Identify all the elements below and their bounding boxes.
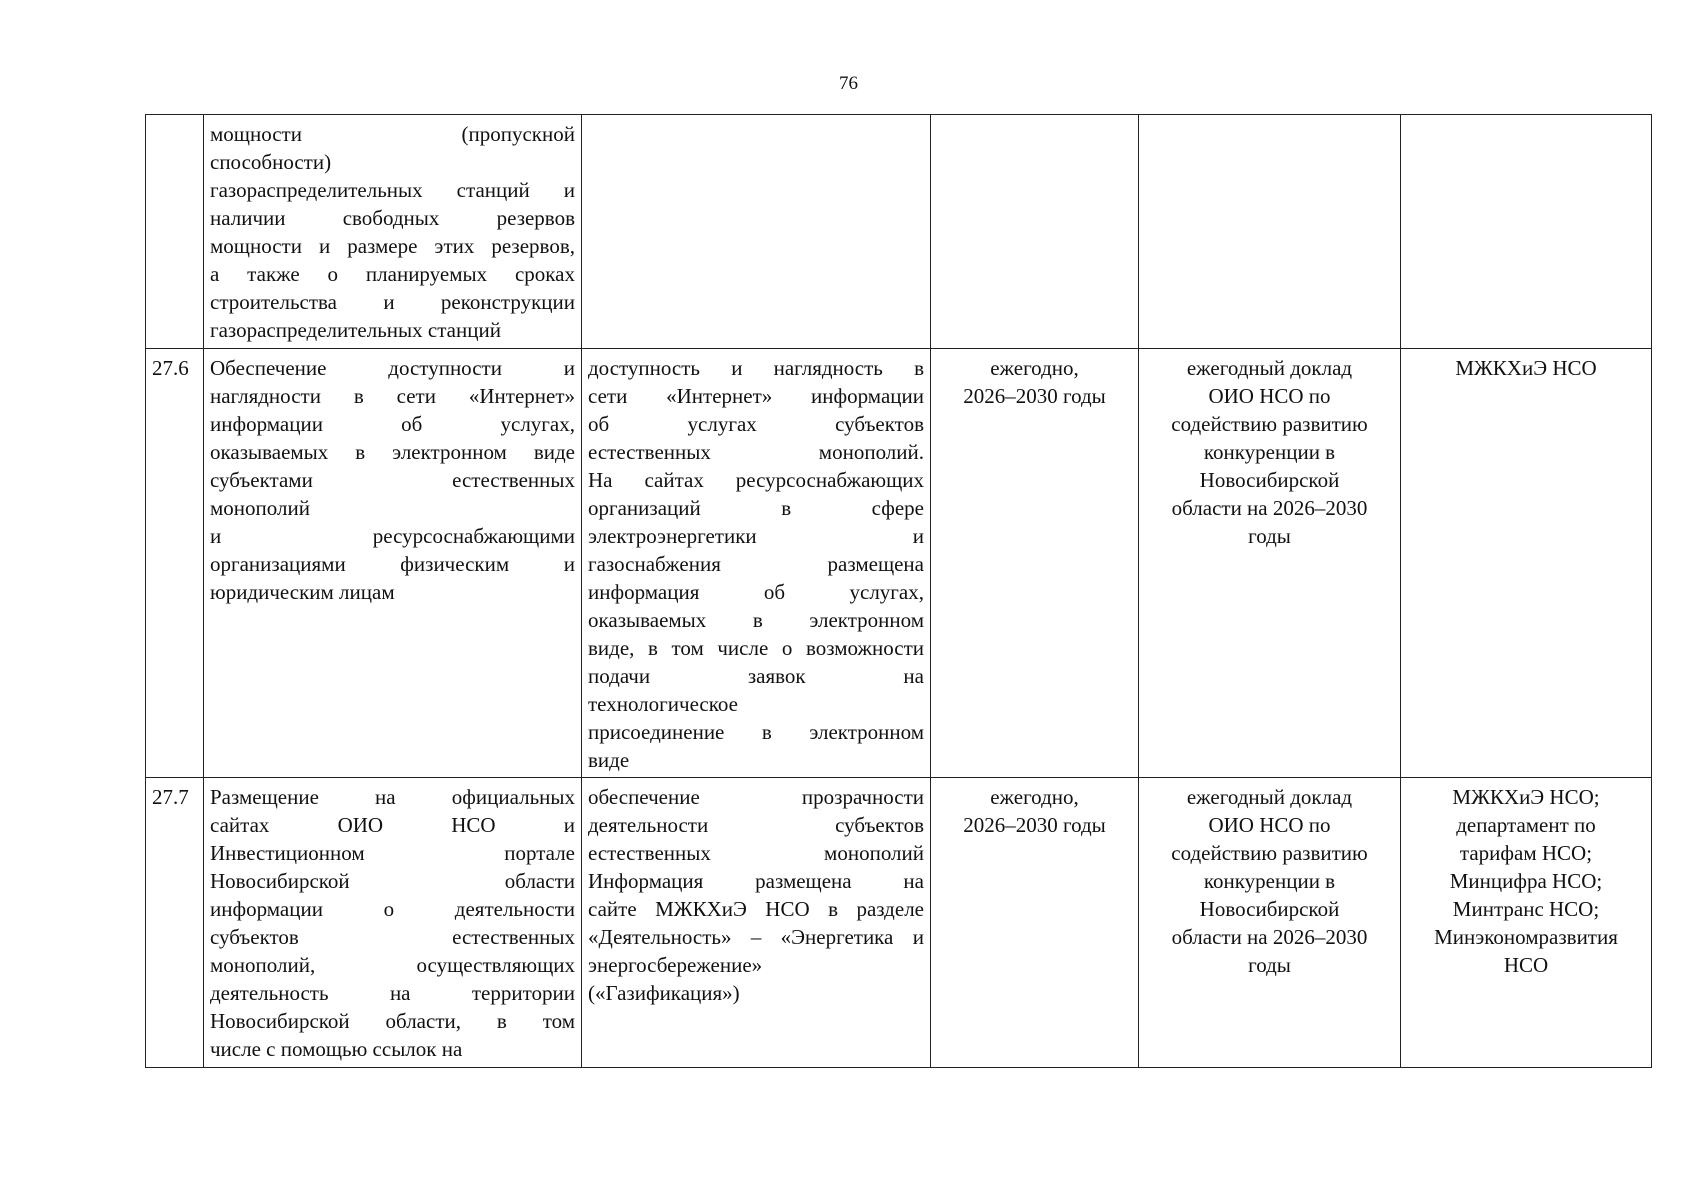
- row-number-cell: 27.6: [146, 349, 204, 778]
- document-cell: [1139, 115, 1401, 349]
- cell-text-line: сайтах ОИО НСО и: [210, 813, 575, 837]
- cell-text-line: МЖКХиЭ НСО: [1455, 356, 1597, 380]
- cell-text-line: мощности и размере этих резервов,: [210, 234, 575, 258]
- cell-text-line: Информация размещена на: [588, 869, 924, 893]
- page-number: 76: [839, 73, 858, 94]
- cell-text-line: сайте МЖКХиЭ НСО в разделе: [588, 897, 924, 921]
- cell-text-line: технологическое: [588, 692, 738, 716]
- cell-text-line: наглядности в сети «Интернет»: [210, 384, 575, 408]
- cell-text-line: информации о деятельности: [210, 897, 575, 921]
- measure-cell: [204, 115, 582, 349]
- cell-text-line: Обеспечение доступности и: [210, 356, 575, 380]
- cell-text-line: числе с помощью ссылок на: [210, 1037, 463, 1061]
- cell-text-line: субъектами естественных: [210, 468, 575, 492]
- cell-text-line: юридическим лицам: [210, 580, 395, 604]
- executor-cell: [1401, 349, 1652, 778]
- cell-text-line: а также о планируемых сроках: [210, 262, 575, 286]
- measure-cell: [204, 349, 582, 778]
- term-cell: [931, 778, 1139, 1068]
- cell-text-line: виде: [588, 748, 630, 772]
- cell-text-line: субъектов естественных: [210, 925, 575, 949]
- measures-table: [145, 114, 1652, 1068]
- cell-text-line: Размещение на официальных: [210, 785, 575, 809]
- term-cell: [931, 115, 1139, 349]
- cell-text-line: информации об услугах,: [210, 412, 575, 436]
- cell-text-line: ежегодно,: [990, 785, 1079, 809]
- cell-text-line: департамент по: [1456, 813, 1596, 837]
- cell-text-line: 2026–2030 годы: [963, 384, 1106, 408]
- cell-text-line: организациями физическим и: [210, 552, 575, 576]
- cell-text-line: подачи заявок на: [588, 664, 924, 688]
- executor-cell: [1401, 115, 1652, 349]
- table-body: [146, 115, 1652, 1068]
- cell-text-line: конкуренции в: [1203, 440, 1336, 464]
- cell-text-line: Инвестиционном портале: [210, 841, 575, 865]
- cell-text-line: содействию развитию: [1171, 412, 1368, 436]
- cell-text-line: энергосбережение»: [588, 953, 763, 977]
- cell-text-line: Минцифра НСО;: [1449, 869, 1603, 893]
- cell-text-line: На сайтах ресурсоснабжающих: [588, 468, 924, 492]
- cell-text-line: оказываемых в электронном виде: [210, 440, 575, 464]
- cell-text-line: ежегодно,: [990, 356, 1079, 380]
- cell-text-line: содействию развитию: [1171, 841, 1368, 865]
- measure-cell: [204, 778, 582, 1068]
- cell-text-line: естественных монополий.: [588, 440, 924, 464]
- table-row: [146, 349, 1652, 778]
- cell-text-line: МЖКХиЭ НСО;: [1452, 785, 1600, 809]
- cell-text-line: НСО: [1503, 953, 1549, 977]
- cell-text-line: об услугах субъектов: [588, 412, 924, 436]
- cell-text-line: присоединение в электронном: [588, 720, 924, 744]
- cell-text-line: электроэнергетики и: [588, 524, 924, 548]
- result-cell: [582, 778, 931, 1068]
- cell-text-line: «Деятельность» – «Энергетика и: [588, 925, 924, 949]
- cell-text-line: Новосибирской области, в том: [210, 1009, 575, 1033]
- cell-text-line: сети «Интернет» информации: [588, 384, 924, 408]
- cell-text-line: Минэкономразвития: [1434, 925, 1618, 949]
- cell-text-line: информация об услугах,: [588, 580, 924, 604]
- cell-text-line: ОИО НСО по: [1208, 813, 1331, 837]
- cell-text-line: наличии свободных резервов: [210, 206, 575, 230]
- table-row: [146, 778, 1652, 1068]
- cell-text-line: Новосибирской: [1199, 468, 1340, 492]
- result-cell: [582, 115, 931, 349]
- row-number-cell: [146, 115, 204, 349]
- cell-text-line: газоснабжения размещена: [588, 552, 924, 576]
- cell-text-line: деятельности субъектов: [588, 813, 924, 837]
- executor-cell: [1401, 778, 1652, 1068]
- cell-text-line: газораспределительных станций и: [210, 178, 575, 202]
- cell-text-line: Минтранс НСО;: [1452, 897, 1600, 921]
- document-cell: [1139, 778, 1401, 1068]
- cell-text-line: строительства и реконструкции: [210, 290, 575, 314]
- cell-text-line: деятельность на территории: [210, 981, 575, 1005]
- cell-text-line: естественных монополий: [588, 841, 924, 865]
- cell-text-line: Новосибирской: [1199, 897, 1340, 921]
- cell-text-line: годы: [1248, 953, 1291, 977]
- cell-text-line: способности): [210, 150, 332, 174]
- cell-text-line: ежегодный доклад: [1186, 356, 1353, 380]
- cell-text-line: обеспечение прозрачности: [588, 785, 924, 809]
- cell-text-line: годы: [1248, 524, 1291, 548]
- cell-text-line: и ресурсоснабжающими: [210, 524, 575, 548]
- cell-text-line: ОИО НСО по: [1208, 384, 1331, 408]
- cell-text-line: Новосибирской области: [210, 869, 575, 893]
- cell-text-line: области на 2026–2030: [1171, 496, 1368, 520]
- cell-text-line: мощности (пропускной: [210, 122, 575, 146]
- cell-text-line: тарифам НСО;: [1459, 841, 1593, 865]
- term-cell: [931, 349, 1139, 778]
- cell-text-line: ежегодный доклад: [1186, 785, 1353, 809]
- cell-text-line: доступность и наглядность в: [588, 356, 924, 380]
- cell-text-line: 2026–2030 годы: [963, 813, 1106, 837]
- cell-text-line: виде, в том числе о возможности: [588, 636, 924, 660]
- cell-text-line: области на 2026–2030: [1171, 925, 1368, 949]
- cell-text-line: оказываемых в электронном: [588, 608, 924, 632]
- cell-text-line: конкуренции в: [1203, 869, 1336, 893]
- cell-text-line: монополий: [210, 496, 310, 520]
- cell-text-line: организаций в сфере: [588, 496, 924, 520]
- table-row: [146, 115, 1652, 349]
- row-number-cell: 27.7: [146, 778, 204, 1068]
- cell-text-line: («Газификация»): [588, 981, 740, 1005]
- document-cell: [1139, 349, 1401, 778]
- result-cell: [582, 349, 931, 778]
- cell-text-line: газораспределительных станций: [210, 318, 501, 342]
- cell-text-line: монополий, осуществляющих: [210, 953, 575, 977]
